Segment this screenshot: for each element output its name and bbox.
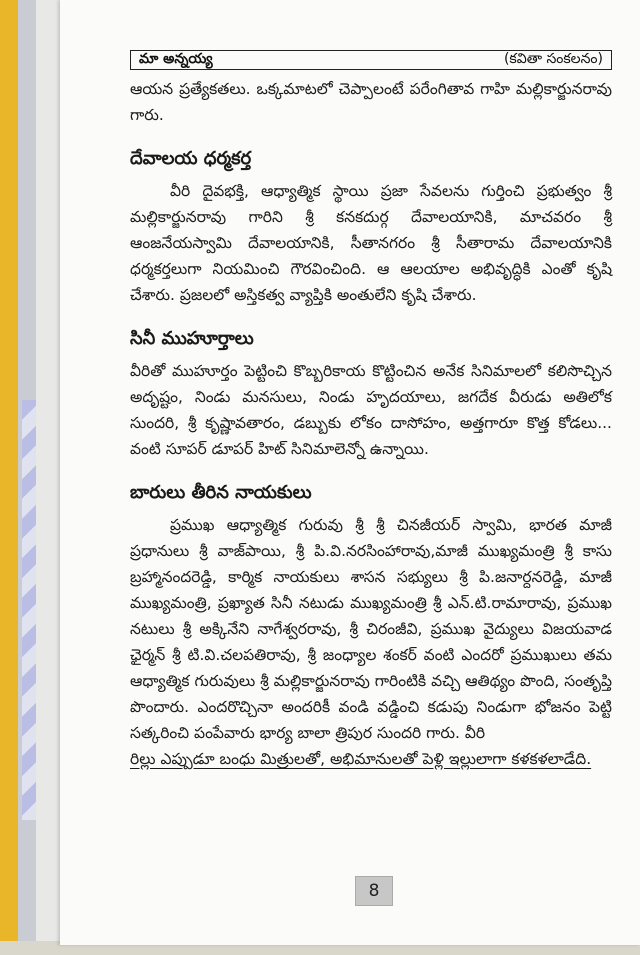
book-subtitle: (కవితా సంకలనం) — [503, 50, 603, 67]
intro-paragraph: ఆయన ప్రత్యేకతలు. ఒక్కమాటలో చెప్పాలంటే పరేంగితావ గాహి మల్లికార్జునరావు గారు. — [130, 80, 612, 124]
page-content — [130, 76, 612, 772]
section-heading-temple-trustee: దేవాలయ ధర్మకర్త — [130, 148, 252, 169]
book-title: మా అన్నయ్య — [139, 50, 213, 67]
running-header — [130, 50, 612, 70]
underlined-closing-line: రిల్లు ఎప్పుడూ బంధు మిత్రులతో, అభిమానులతో పెళ్లి ఇల్లులాగా కళకళలాడేది. — [130, 750, 592, 768]
section-paragraph-leaders: ప్రముఖ ఆధ్యాత్మిక గురువు శ్రీ శ్రీ చినజీయర్ స్వామి, భారత మాజీ ప్రధానులు శ్రీ వాజ్‌పాయి, శ్రీ పి.వి.నరసింహారావు,మాజీ ముఖ్యమంత్రి శ్రీ కాసు బ్రహ్మానందరెడ్డి, కార్మిక నాయకులు శాసన సభ్యులు శ్రీ పి.జనార్దనరెడ్డి, మాజీ ముఖ్యమంత్రి, ప్రఖ్యాత సినీ నటుడు ముఖ్యమంత్రి శ్రీ ఎన్.టి.రామారావు, ప్రముఖ నటులు శ్రీ అక్కినేని నాగేశ్వరరావు, శ్రీ చిరంజీవి, ప్రముఖ వైద్యులు విజయవాడ ఛైర్మన్ శ్రీ టి.వి.చలపతిరావు, శ్రీ జంధ్యాల శంకర్ వంటి ఎందరో ప్రముఖులు తమ ఆధ్యాత్మిక గురువులు శ్రీ మల్లికార్జునరావు గారింటికి వచ్చి ఆతిథ్యం పొంది, సంతృప్తి పొందారు. ఎందరొచ్చినా అందరికీ వండి వడ్డించి కడుపు నిండుగా భోజనం పెట్టి సత్కరించి పంపేవారు భార్య బాలా త్రిపుర సుందరి గారు. వీరి — [130, 516, 612, 742]
section-paragraph-film-muhurtham: వీరితో ముహూర్తం పెట్టించి కొబ్బరికాయ కొట్టించిన అనేక సినిమాలలో కలిసొచ్చిన అదృష్టం, నిండు మనసులు, నిండు హృదయాలు, జగదేక వీరుడు అతిలోక సుందరి, శ్రీ కృష్ణావతారం, డబ్బుకు లోకం దాసోహం, అత్తగారూ కొత్త కోడలు... వంటి సూపర్ డూపర్ హిట్ సినిమాలెన్నో ఉన్నాయి. — [130, 362, 612, 458]
page-number: 8 — [355, 876, 393, 906]
section-heading-leaders: బారులు తీరిన నాయకులు — [130, 482, 312, 503]
section-paragraph-temple-trustee: వీరి దైవభక్తి, ఆధ్యాత్మిక స్థాయి ప్రజా సేవలను గుర్తించి ప్రభుత్వం శ్రీ మల్లికార్జునరావు గారిని శ్రీ కనకదుర్గ దేవాలయానికి, మాచవరం శ్రీ ఆంజనేయస్వామి దేవాలయానికి, సీతానగరం శ్రీ సీతారామ దేవాలయానికి ధర్మకర్తలుగా నియమించి గౌరవించింది. ఆ ఆలయాల అభివృద్ధికి ఎంతో కృషి చేశారు. ప్రజలలో అస్తికత్వ వ్యాప్తికి అంతులేని కృషి చేశారు. — [130, 182, 612, 304]
section-heading-film-muhurtham: సినీ ముహూర్తాలు — [130, 328, 254, 349]
